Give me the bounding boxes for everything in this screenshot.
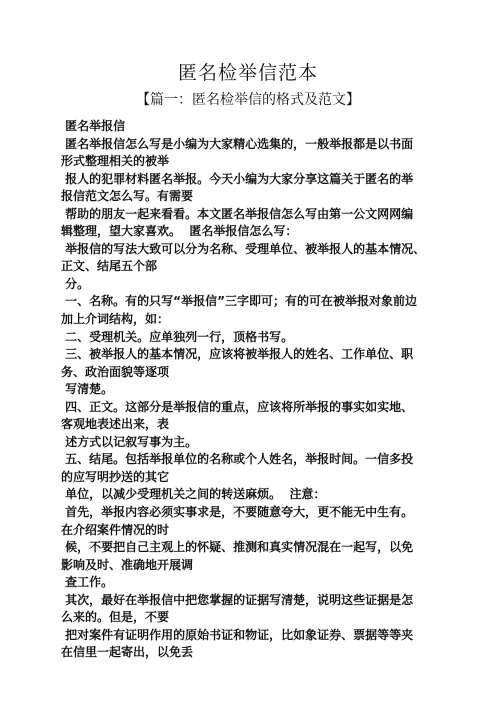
body-text-line: 首先，举报内容必须实事求是，不要随意夸大，更不能无中生有。 <box>61 505 414 520</box>
body-text-line: 二、受理机关。应单独列一行，顶格书写。 <box>61 329 294 344</box>
body-text-line: 述方式以记叙写事为主。 <box>61 434 198 449</box>
body-text-line: 在介绍案件情况的时 <box>61 522 170 537</box>
body-text-line: 其次，最好在举报信中把您掌握的证据写清楚，说明这些证据是怎 <box>61 592 414 607</box>
body-text-line: 五、结尾。包括举报单位的名称或个人姓名，举报时间。一信多投 <box>61 452 414 467</box>
body-text-line: 匿名举报信 <box>61 119 126 133</box>
body-text-line: 报人的犯罪材料匿名举报。今天小编为大家分享这篇关于匿名的举 <box>61 171 414 186</box>
body-text-line: 影响及时、准确地开展调 <box>61 557 194 572</box>
body-text-line: 辑整理，望大家喜欢。 匿名举报信怎么写： <box>61 224 298 239</box>
body-text-line: 在信里一起寄出，以免丢 <box>61 645 194 660</box>
body-text-line: 三、被举报人的基本情况，应该将被举报人的姓名、工作单位、职 <box>61 347 414 362</box>
document-subtitle: 【篇一：匿名检举信的格式及范文】 <box>136 92 360 108</box>
body-text-line: 把对案件有证明作用的原始书证和物证，比如象证券、票据等等夹 <box>61 627 414 642</box>
body-text-line: 写清楚。 <box>61 382 114 397</box>
body-text-line: 报信范文怎么写。有需要 <box>61 189 194 204</box>
body-text-line: 么来的。但是，不要 <box>61 610 170 625</box>
body-text-line: 举报信的写法大致可以分为名称、受理单位、被举报人的基本情况、 <box>61 241 426 256</box>
body-text-line: 客观地表述出来，表 <box>61 417 170 432</box>
body-text-line: 务、政治面貌等逐项 <box>61 364 170 379</box>
body-text-line: 的应写明抄送的其它 <box>61 469 170 484</box>
body-text-line: 查工作。 <box>61 575 114 590</box>
body-text-line: 帮助的朋友一起来看看。本文匿名举报信怎么写由第一公文网网编 <box>61 206 414 221</box>
body-text-line: 分。 <box>61 276 90 291</box>
body-text-line: 正文、结尾五个部 <box>61 259 158 274</box>
body-text-line: 候，不要把自己主观上的怀疑、推测和真实情况混在一起写，以免 <box>61 540 414 555</box>
body-text-line: 形式整理相关的被举 <box>61 154 170 169</box>
document-title: 匿名检举信范本 <box>177 62 318 84</box>
body-text-line: 一、名称。有的只写“举报信”三字即可；有的可在被举报对象前边 <box>61 294 417 309</box>
body-text-line: 四、正文。这部分是举报信的重点，应该将所举报的事实如实地、 <box>61 399 414 414</box>
body-text-line: 加上介词结构，如： <box>61 312 170 327</box>
body-text-line: 单位，以减少受理机关之间的转送麻烦。 注意： <box>61 487 326 502</box>
body-text-line: 匿名举报信怎么写是小编为大家精心选集的，一般举报都是以书面 <box>61 136 414 151</box>
document-body <box>61 118 445 662</box>
